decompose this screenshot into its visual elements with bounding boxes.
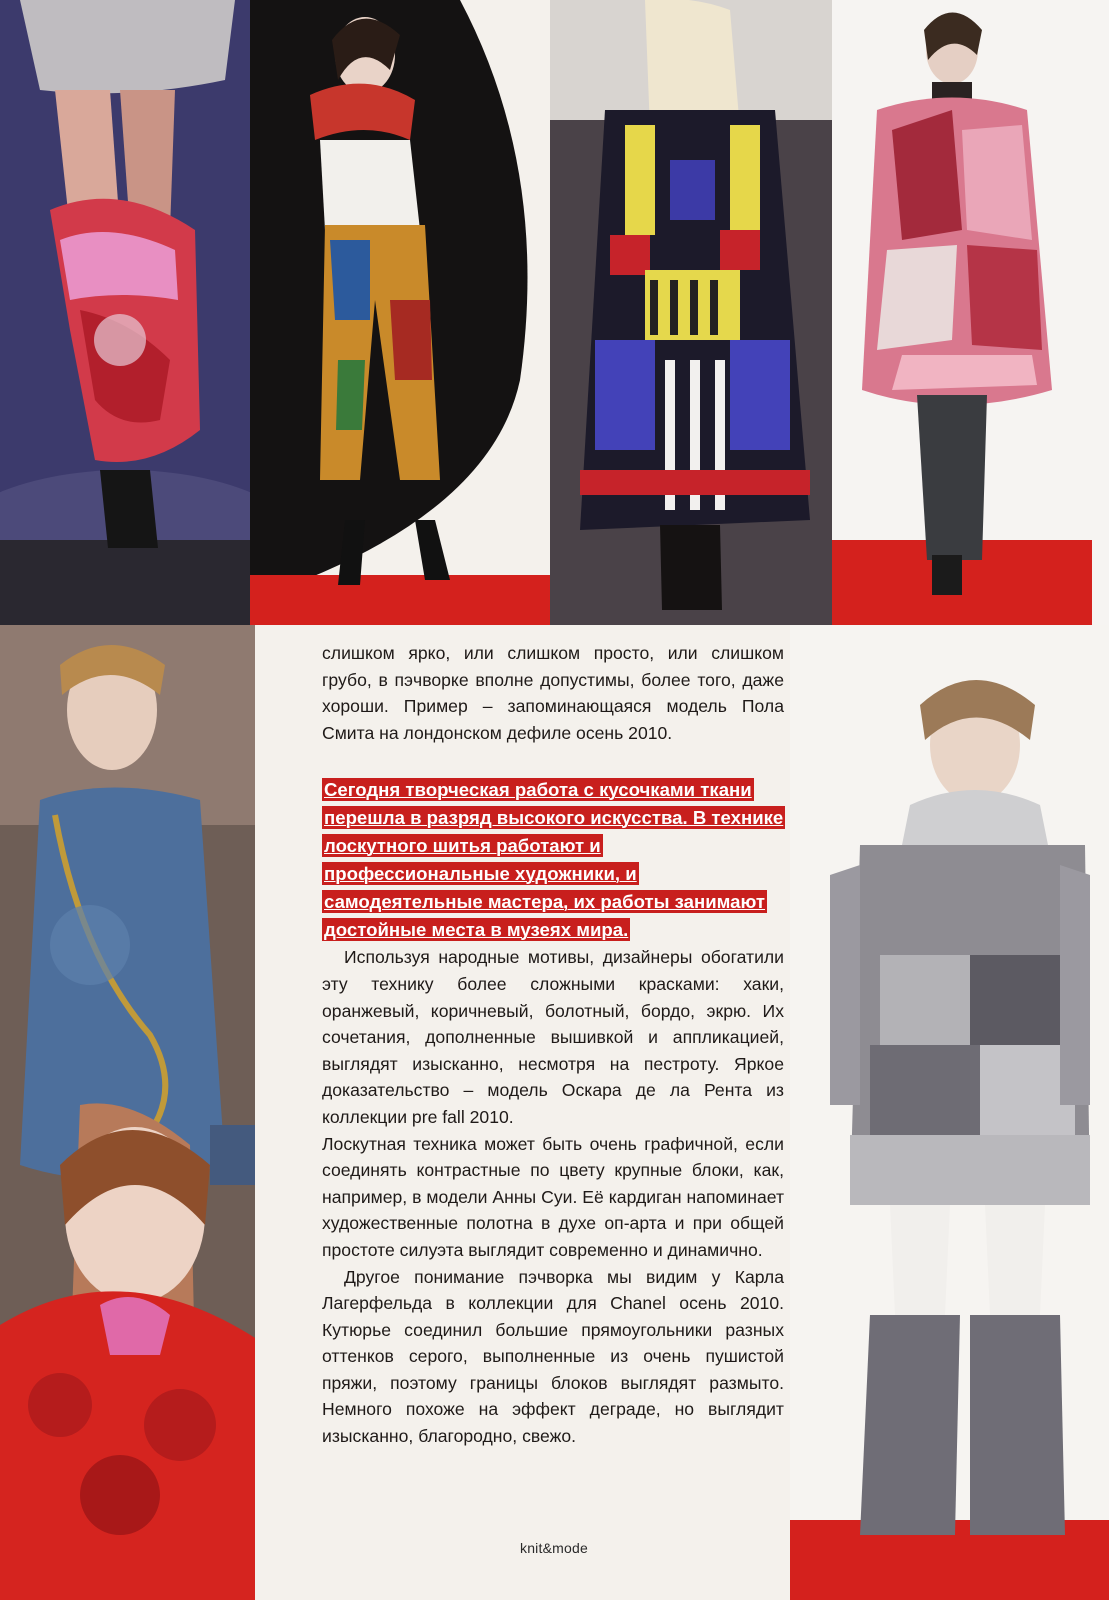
article-text-column xyxy=(322,640,784,1450)
photo-grey-fluffy-dress xyxy=(790,625,1109,1600)
photo-pink-patchwork-coat xyxy=(832,0,1109,625)
article-paragraph-1: Используя народные мотивы, дизайнеры обогатили эту технику более сложными красками: хаки, оранжевый, коричневый, болотный, бордо, экрю. Их сочетания, дополненные вышивкой и аппликацией, выглядят изысканно, несмотря на пестроту. Яркое доказательство – модель Оскара де ла Рента из коллекции pre fall 2010. xyxy=(322,947,784,1127)
photo-blue-dress-and-ruffle-scarf xyxy=(0,625,255,1600)
magazine-logo: knit&mode xyxy=(520,1540,588,1556)
pull-quote xyxy=(322,776,784,944)
article-paragraph-2: Лоскутная техника может быть очень графичной, если соединять контрастные по цвету крупные блоки, как, например, в модели Анны Суи. Её кардиган напоминает художественные полотна в духе оп-арта и при общей простоте силуэта выглядит современно и динамично. xyxy=(322,1133,784,1260)
article-paragraph-3: Другое понимание пэчворка мы видим у Карла Лагерфельда в коллекции для Chanel осень 2010. Кутюрье соединил большие прямоугольники разных оттенков серого, выполненные из очень пушистой пряжи, поэтому границы блоков выглядят размыто. Немного похоже на эффект деграде, но выглядит изысканно, благородно, свежо. xyxy=(322,1266,784,1447)
photo-graphic-block-coat xyxy=(550,0,832,625)
intro-paragraph: слишком ярко, или слишком просто, или слишком грубо, в пэчворке вполне допустимы, более того, даже хороши. Пример – запоминающаяся модель Пола Смита на лондонском дефиле осень 2010. xyxy=(322,643,784,743)
photo-patchwork-trousers xyxy=(250,0,550,625)
pull-quote-text: Сегодня творческая работа с кусочками ткани перешла в разряд высокого искусства. В технике лоскутного шитья работают и профессиональные художники, и самодеятельные мастера, их работы занимают достойные места в музеях мира. xyxy=(324,779,784,941)
photo-crochet-leg-warmers xyxy=(0,0,250,625)
